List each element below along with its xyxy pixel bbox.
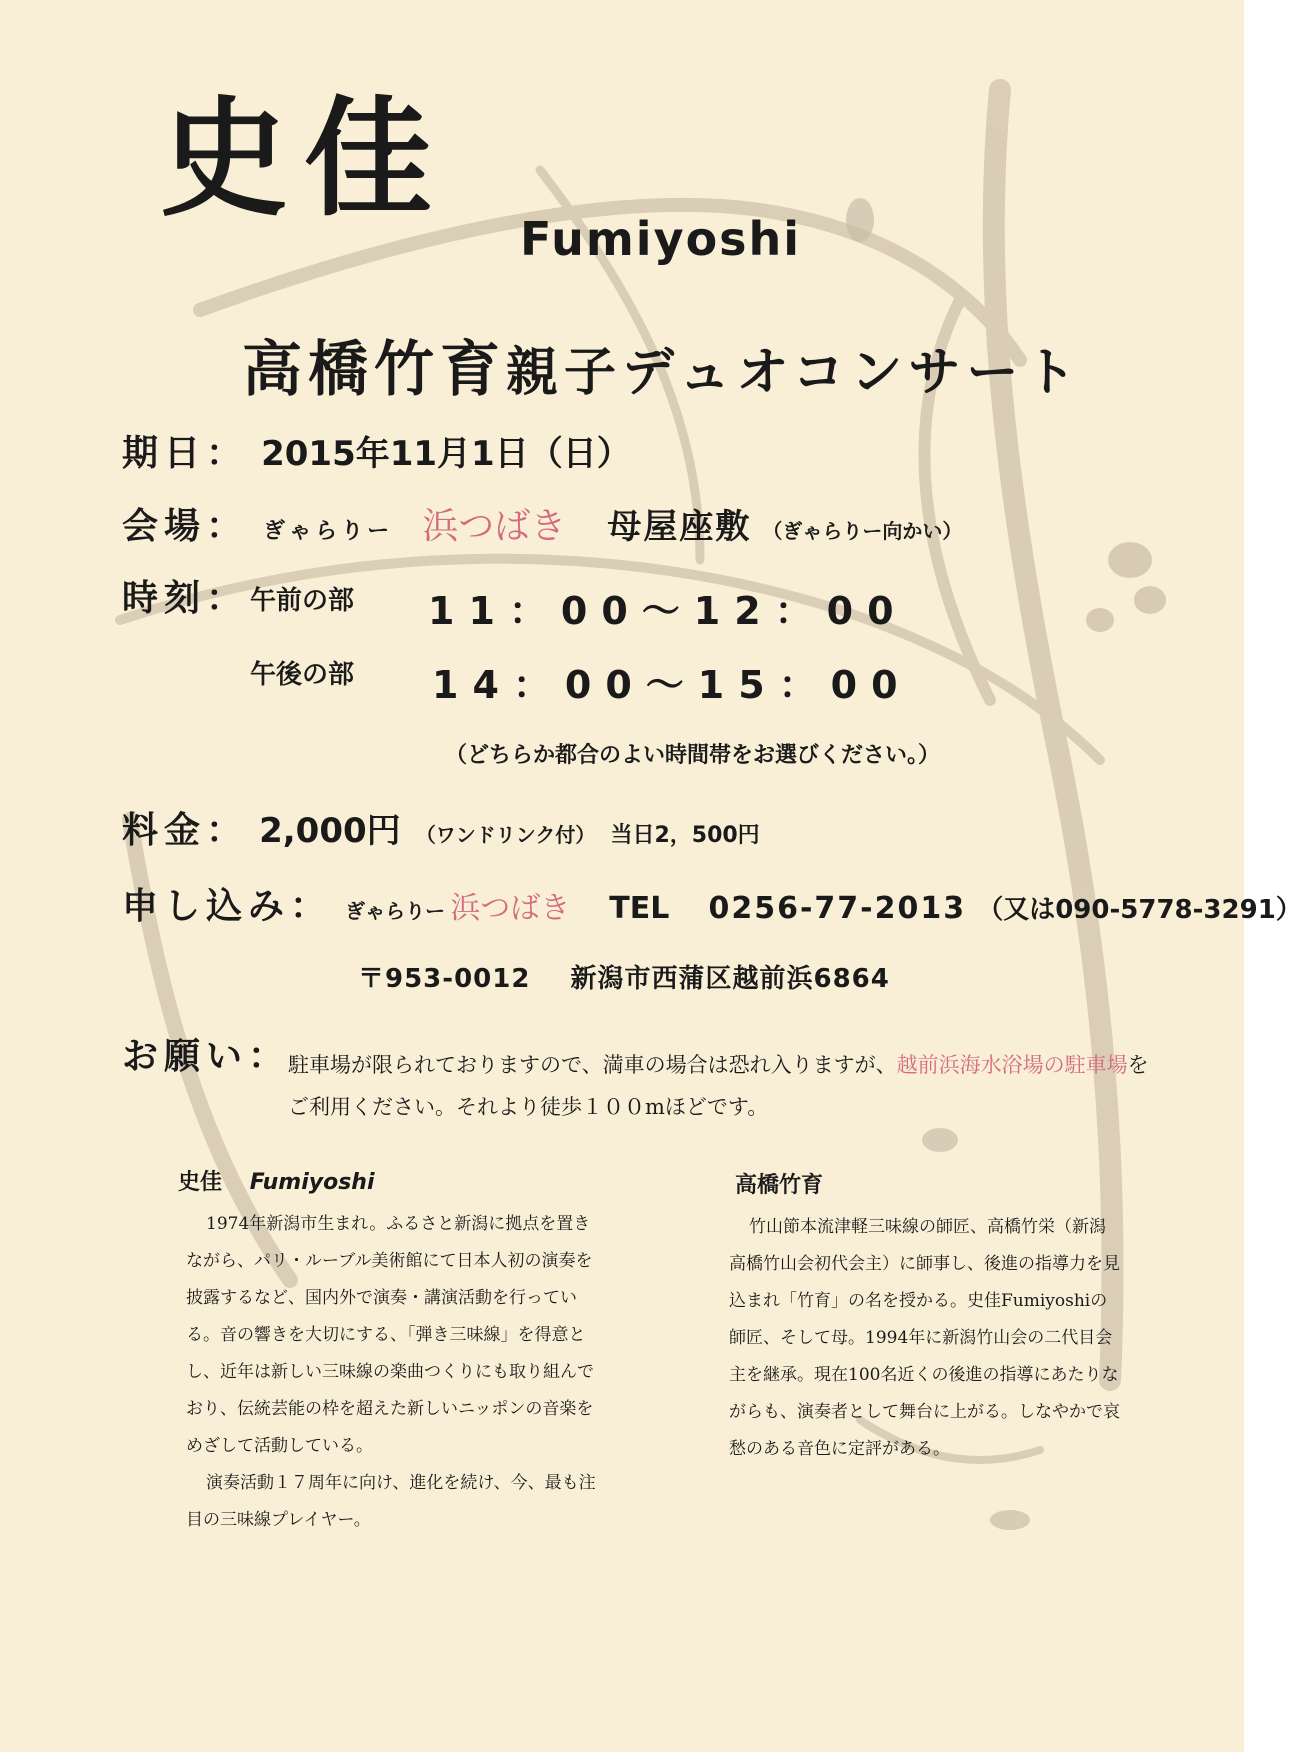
venue-label: 会場：	[122, 506, 249, 547]
phone-number: 0256-77-2013	[708, 891, 967, 926]
fee-price: 2,000円	[259, 811, 401, 851]
request-line-1	[288, 1046, 1149, 1084]
morning-session-label: 午前の部	[250, 586, 355, 616]
parking-location: 越前浜海水浴場の駐車場	[896, 1053, 1128, 1077]
bio-fumiyoshi-name: 史佳	[178, 1170, 223, 1195]
request-text-2: を	[1127, 1053, 1149, 1077]
venue-gallery: ぎゃらりー	[263, 519, 394, 544]
request-label: お願い：	[122, 1036, 291, 1077]
performer-name-roman: Fumiyoshi	[520, 212, 802, 266]
application-row	[122, 878, 1302, 929]
date-label: 期日：	[122, 433, 249, 474]
fee-label: 料金：	[122, 810, 249, 851]
application-venue-name: 浜つばき	[450, 891, 571, 926]
request-line-2: ご利用ください。それより徒歩１００mほどです。	[288, 1095, 769, 1119]
bio-fumiyoshi-paragraph-2: 演奏活動１７周年に向け、進化を続け、今、最も注目の三味線プレイヤー。	[186, 1473, 596, 1530]
bio-fumiyoshi	[178, 1165, 598, 1539]
venue-row	[122, 498, 962, 549]
co-performer-name: 高橋竹育	[242, 335, 506, 405]
time-label: 時刻：	[122, 578, 249, 619]
fee-drink-note: （ワンドリンク付）	[415, 823, 596, 847]
postal-address	[358, 958, 890, 995]
morning-session-time: 11：00～12：00	[428, 589, 908, 633]
application-label: 申し込み：	[122, 886, 333, 927]
performer-name-kanji: 史佳	[160, 84, 449, 234]
concert-type: 親子デュオコンサート	[506, 342, 1083, 403]
phone-alt: （又は090-5778-3291）	[977, 895, 1302, 925]
concert-title	[242, 322, 1082, 408]
application-gallery: ぎゃらりー	[345, 899, 446, 923]
request-text-1: 駐車場が限られておりますので、満車の場合は恐れ入りますが、	[288, 1053, 897, 1077]
bio-chikuiku-name: 高橋竹育	[735, 1173, 824, 1198]
bio-fumiyoshi-paragraph-1: 1974年新潟市生まれ。ふるさと新潟に拠点を置きながら、パリ・ルーブル美術館にて日本人初の演奏を披露するなど、国内外で演奏・講演活動を行っている。音の響きを大切にする、「弾き三味線」を得意とし、近年は新しい三味線の楽曲つくりにも取り組んでおり、伝統芸能の枠を超えた新しいニッポンの音楽をめざして活動している。	[186, 1214, 594, 1456]
bio-chikuiku	[729, 1168, 1120, 1468]
postal-code: 〒953-0012	[358, 964, 531, 994]
venue-name: 浜つばき	[422, 506, 567, 547]
fee-row	[122, 802, 760, 853]
bio-fumiyoshi-roman: Fumiyoshi	[249, 1170, 375, 1195]
bio-chikuiku-paragraph: 竹山節本流津軽三味線の師匠、高橋竹栄（新潟高橋竹山会初代会主）に師事し、後進の指導力を見込まれ「竹育」の名を授かる。史佳Fumiyoshiの師匠、そして母。1994年に新潟竹山会の二代目会主を継承。現在100名近くの後進の指導にあたりながらも、演奏者として舞台に上がる。しなやかで哀愁のある音色に定評がある。	[729, 1217, 1120, 1459]
street-address: 新潟市西蒲区越前浜6864	[570, 964, 890, 994]
phone-label: TEL	[609, 891, 670, 926]
venue-room: 母屋座敷	[607, 507, 752, 547]
afternoon-session-time: 14：00～15：00	[432, 663, 912, 707]
time-note: （どちらか都合のよい時間帯をお選びください。）	[445, 743, 941, 768]
venue-note: （ぎゃらりー向かい）	[762, 519, 963, 543]
date-row	[122, 425, 631, 476]
bio-fumiyoshi-title	[178, 1165, 598, 1196]
fee-door-price: 当日2，500円	[610, 823, 760, 848]
date-value: 2015年11月1日（日）	[261, 434, 631, 474]
afternoon-session-label: 午後の部	[250, 660, 355, 690]
